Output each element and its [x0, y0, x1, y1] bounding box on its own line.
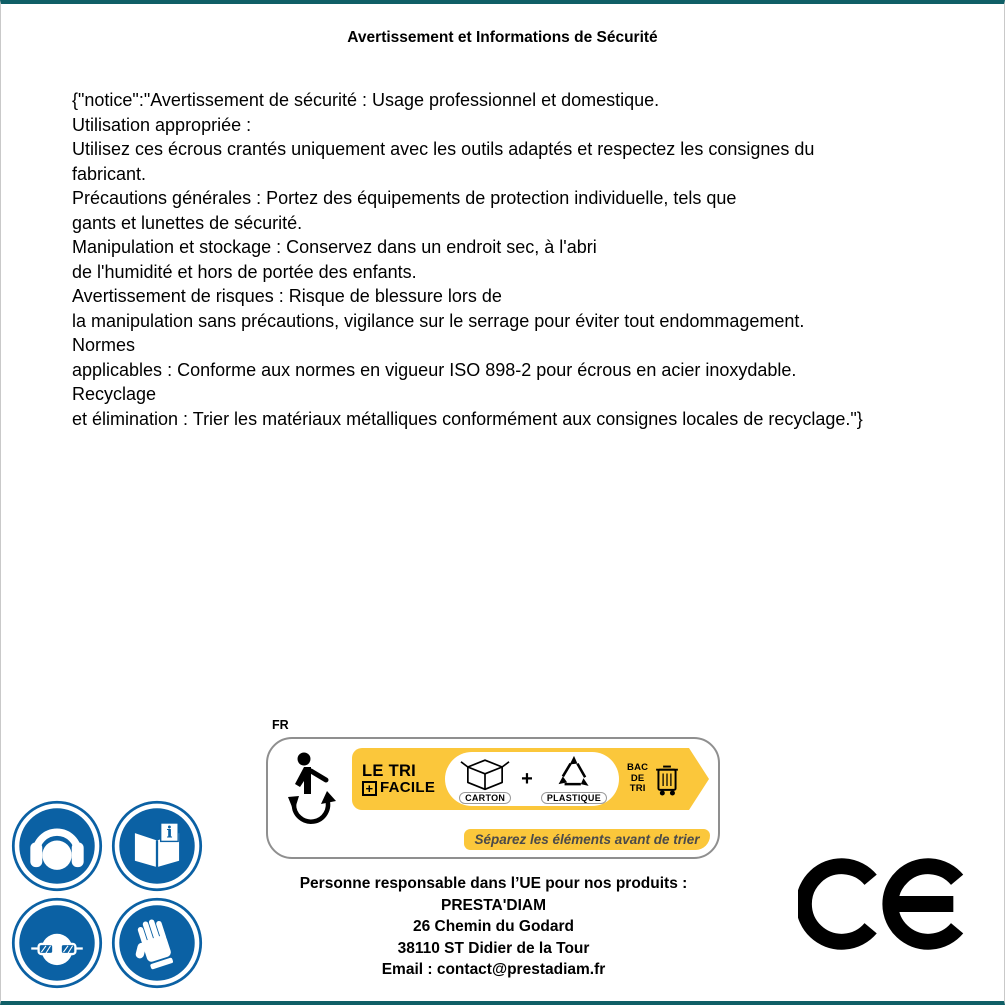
- notice-line: {"notice":"Avertissement de sécurité : Usage professionnel et domestique.: [72, 90, 660, 110]
- plus-box-icon: +: [362, 781, 377, 796]
- notice-line: Utilisez ces écrous crantés uniquement avec les outils adaptés et respectez les consignes du: [72, 139, 815, 159]
- notice-line: fabricant.: [72, 163, 147, 184]
- le-tri-facile-headline: [352, 762, 445, 797]
- le-tri-text: LE TRI: [362, 761, 417, 780]
- sorting-tagline: Séparez les éléments avant de trier: [464, 829, 710, 850]
- safety-notice-text: [72, 88, 962, 431]
- notice-line: gants et lunettes de sécurité.: [72, 212, 303, 233]
- wear-eye-protection-icon: [11, 897, 103, 989]
- recycling-sorting-label: [266, 737, 720, 859]
- recycling-triangle-icon: [553, 755, 595, 791]
- carton-material: [457, 755, 513, 804]
- mandatory-safety-icons: [11, 800, 203, 994]
- ce-mark-icon: [798, 855, 976, 953]
- wear-protective-gloves-icon: [111, 897, 203, 989]
- triman-icon: [281, 750, 347, 830]
- notice-line: Normes: [72, 335, 136, 355]
- notice-line: la manipulation sans précautions, vigilance sur le serrage pour éviter tout endommagement.: [72, 310, 805, 331]
- notice-line: et élimination : Trier les matériaux métalliques conformément aux consignes locales de recyclage."}: [72, 408, 863, 429]
- contact-email: Email : contact@prestadiam.fr: [381, 961, 606, 978]
- wear-ear-protection-icon: [11, 800, 103, 892]
- notice-line: Précautions générales : Portez des équipements de protection individuelle, tels que: [72, 188, 737, 208]
- responsible-heading: Personne responsable dans l’UE pour nos produits :: [299, 875, 688, 892]
- notice-line: de l'humidité et hors de portée des enfants.: [72, 261, 417, 282]
- notice-line: applicables : Conforme aux normes en vigueur ISO 898-2 pour écrous en acier inoxydable.: [72, 359, 797, 380]
- materials-group: [445, 752, 619, 806]
- carton-box-icon: [457, 755, 513, 791]
- plus-sign: +: [521, 767, 533, 790]
- notice-line: Recyclage: [72, 384, 157, 404]
- bac-de-tri: [619, 760, 689, 798]
- facile-label: FACILE: [380, 778, 436, 796]
- read-instruction-manual-icon: [111, 800, 203, 892]
- page-title: Avertissement et Informations de Sécurité: [347, 29, 658, 46]
- bac-line: BAC: [627, 762, 649, 774]
- address-line2: 38110 ST Didier de la Tour: [397, 939, 590, 957]
- plastique-label: PLASTIQUE: [541, 792, 607, 804]
- le-tri-facile-band: [352, 748, 689, 810]
- notice-line: Manipulation et stockage : Conservez dans un endroit sec, à l'abri: [72, 237, 597, 257]
- sorting-bin-icon: [653, 760, 681, 798]
- notice-line: Utilisation appropriée :: [72, 114, 252, 135]
- svg-text:i: i: [166, 822, 173, 842]
- address-line1: 26 Chemin du Godard: [412, 918, 575, 935]
- bac-de-tri-label: [627, 763, 648, 794]
- facile-text: [362, 780, 435, 797]
- plastique-material: [541, 755, 607, 804]
- company-name: PRESTA'DIAM: [440, 896, 546, 914]
- notice-line: Avertissement de risques : Risque de blessure lors de: [72, 286, 502, 306]
- fr-country-label: FR: [272, 718, 289, 732]
- bac-line: TRI: [629, 783, 646, 795]
- responsible-person-block: [241, 873, 746, 981]
- bac-line: DE: [630, 772, 645, 784]
- carton-label: CARTON: [459, 792, 511, 804]
